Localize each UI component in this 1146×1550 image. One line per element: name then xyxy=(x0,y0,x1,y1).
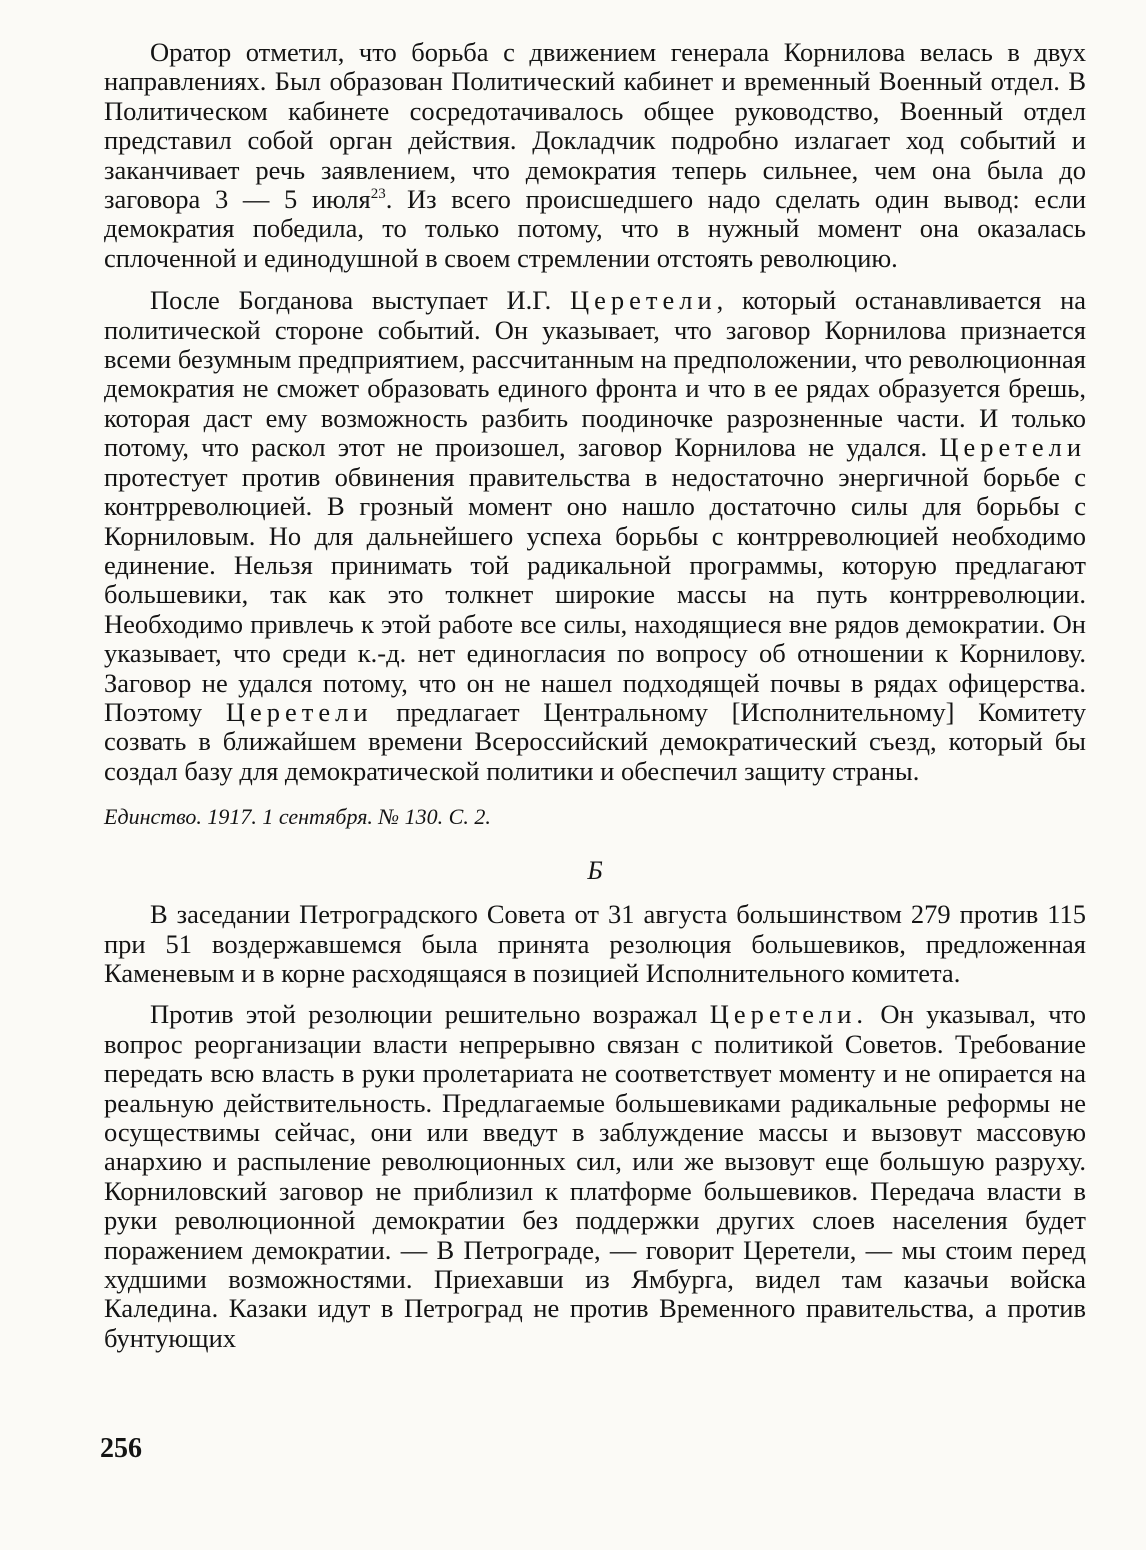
section-b xyxy=(104,900,1086,1353)
paragraph-text: Он указывал, что вопрос реорганизации власти непрерывно связан с политикой Советов. Требование передать всю власть в руки пролетариата не соответствует моменту и не опирается на реальную действительность. Предлагаемые большевиками радикальные реформы не осуществимы сейчас, они или введут в заблуждение массы и вызовут массовую анархию и распыление революционных сил, или же вызовут еще большую разруху. Корниловский заговор не приблизил к платформе большевиков. Передача власти в руки революционной демократии без поддержки других слоев населения будет поражением демократии. — В Петрограде, — говорит Церетели, — мы стоим перед худшими возможностями. Приехавши из Ямбурга, видел там казачьи войска Каледина. Казаки идут в Петроград не против Временного правительства, а против бунтующих xyxy=(104,999,1086,1353)
source-citation: Единство. 1917. 1 сентября. № 130. С. 2. xyxy=(104,804,491,830)
speaker-name: Церетели xyxy=(225,696,373,727)
paragraph-soviet-session: В заседании Петроградского Совета от 31 августа большинством 279 против 115 при 51 воздержавшемся была принята резолюция большевиков, предложенная Каменевым и в корне расходящаяся в позицией Исполнительного комитета. xyxy=(104,899,1086,988)
speaker-name: Церетели. xyxy=(709,999,869,1030)
section-letter: Б xyxy=(587,856,603,886)
paragraph-lead: После Богданова выступает И.Г. xyxy=(150,285,552,316)
paragraph-tsereteli-speech xyxy=(104,286,1086,786)
section-a xyxy=(104,38,1086,832)
paragraph-text: предлагает Центральному [Исполнительному] Комитету созвать в ближайшем времени Всероссийский демократический съезд, который бы создал базу для демократической политики и обеспечил защиту страны. xyxy=(104,696,1087,786)
paragraph-text-continued: . Из всего происшедшего надо сделать один вывод: если демократия победила, то только потому, что в нужный момент она оказалась сплоченной и единодушной в своем стремлении отстоять революцию. xyxy=(104,184,1087,273)
paragraph-text: Оратор отметил, что борьба с движением генерала Корнилова велась в двух направлениях. Был образован Политический кабинет и временный Военный отдел. В Политическом кабинете сосредотачивалось общее руководство, Военный отдел представил собой орган действия. Докладчик подробно излагает ход событий и заканчивает речь заявлением, что демократия теперь сильнее, чем она была до заговора 3 — 5 июля xyxy=(104,37,1086,215)
paragraph-speech-summary xyxy=(104,38,1086,273)
paragraph-text: , который останавливается на политической стороне событий. Он указывает, что заговор Корнилова признается всеми безумным предприятием, рассчитанным на предположении, что революционная демократия не сможет образовать единого фронта и что в ее рядах образуется брешь, которая даст ему возможность разбить поодиночке разрозненные части. И только потому, что раскол этот не произошел, заговор Корнилова не удался. xyxy=(104,285,1087,463)
speaker-name: Церетели xyxy=(569,285,717,316)
footnote-ref: 23 xyxy=(370,186,386,203)
paragraph-text: протестует против обвинения правительства в недостаточно энергичной борьбе с контрреволюцией. В грозный момент оно нашло достаточно силы для борьбы с Корниловым. Но для дальнейшего успеха борьбы с контрреволюцией необходимо единение. Нельзя принимать той радикальной программы, которую предлагают большевики, так как это толкнет широкие массы на путь контрреволюции. Необходимо привлечь к этой работе все силы, находящиеся вне рядов демократии. Он указывает, что среди к.-д. нет единогласия по вопросу об отношении к Корнилову. Заговор не удался потому, что он не нашел подходящей почвы в рядах офицерства. Поэтому xyxy=(104,461,1086,727)
paragraph-lead: Против этой резолюции решительно возражал xyxy=(150,999,698,1030)
paragraph-tsereteli-objection xyxy=(104,1000,1086,1353)
page-number: 256 xyxy=(100,1433,142,1464)
speaker-name: Церетели xyxy=(939,432,1087,463)
